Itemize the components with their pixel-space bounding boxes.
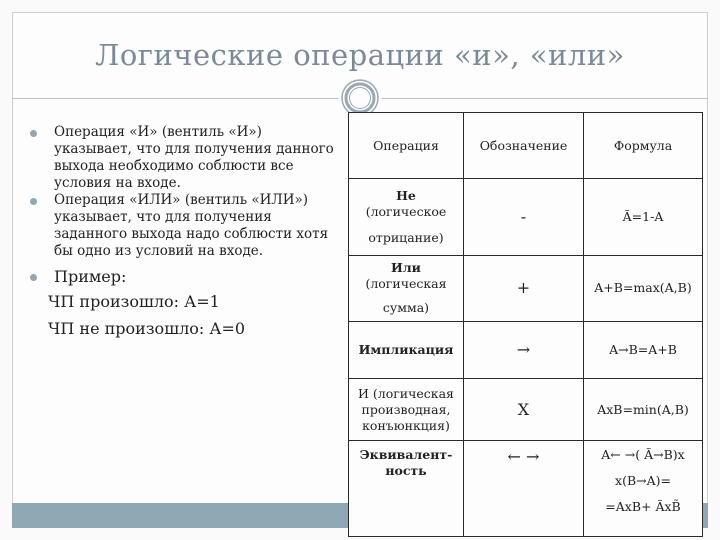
logic-operations-table [348,112,703,537]
table-row [349,441,703,537]
formula-line-2: x(B→A)= [615,473,671,489]
title-rule-left [12,98,338,99]
table-row [349,179,703,256]
op-desc-2: отрицание) [368,229,444,245]
header-symbol: Обозначение [464,113,584,179]
table-row [349,255,703,321]
cell-symbol: → [464,321,584,379]
title-rule-right [382,98,708,99]
op-desc: (логическая [365,276,447,292]
cell-symbol: X [464,379,584,441]
op-desc-2: сумма) [382,300,430,316]
left-text-panel [20,124,342,342]
bullet-and-text: Операция «И» (вентиль «И») указывает, что для получения данного выхода необходимо соблюсти все условия на входе. [54,124,334,191]
cell-symbol: + [464,255,584,321]
cell-operation: Эквивалент-ность [349,441,464,537]
header-formula: Формула [584,113,703,179]
formula-line-1: A← →( Ã→B)x [601,447,685,463]
bullet-example [20,266,342,288]
op-desc: (логическое [365,203,447,219]
bullet-icon [30,198,37,205]
example-label: Пример: [54,267,127,286]
cell-formula [584,441,703,537]
header-operation: Операция [349,113,464,179]
table-row [349,379,703,441]
cell-symbol: ← → [464,441,584,537]
cell-symbol: - [464,179,584,256]
example-line-2: ЧП не произошло: А=0 [48,319,246,338]
cell-operation: Импликация [349,321,464,379]
formula-line-3: =AxB+ ÃxB̃ [605,499,681,515]
cell-operation: И (логическая производная, конъюнкция) [349,379,464,441]
bullet-or-operation [20,192,342,260]
cell-operation [349,179,464,256]
bullet-icon [30,274,37,281]
cell-formula: Ã=1-A [584,179,703,256]
table-row [349,321,703,379]
cell-operation [349,255,464,321]
bullet-or-text: Операция «ИЛИ» (вентиль «ИЛИ») указывает, что для получения заданного выхода надо соблюсти хотя бы одно из условий на входе. [54,192,329,259]
bullet-and-operation [20,124,342,192]
op-name: Или [391,260,421,276]
cell-formula: A+B=max(A,B) [584,255,703,321]
bullet-icon [30,130,37,137]
table-header-row [349,113,703,179]
example-line-1: ЧП произошло: А=1 [48,292,220,311]
op-name: Не [396,187,416,203]
slide-title: Логические операции «и», «или» [95,38,625,72]
cell-formula: A→B=A+B [584,321,703,379]
cell-formula: AxB=min(A,B) [584,379,703,441]
